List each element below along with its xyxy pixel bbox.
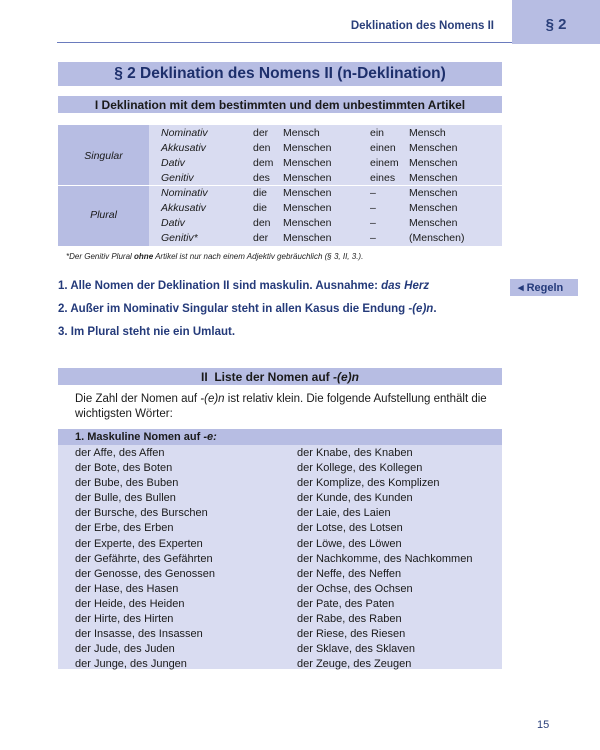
case-name: Nominativ	[161, 127, 208, 139]
table-row	[149, 201, 502, 216]
plural-label: Plural	[90, 209, 117, 221]
indefinite-article: ein	[370, 127, 385, 139]
intro-emphasis: -(e)n	[200, 393, 225, 405]
list-item: der Löwe, des Löwen	[297, 537, 402, 550]
footnote	[66, 252, 363, 261]
noun-form: Menschen	[283, 172, 332, 184]
definite-article: der	[253, 127, 269, 139]
indefinite-article: –	[370, 232, 376, 244]
page-number: 15	[537, 719, 550, 731]
noun-form: Menschen	[409, 217, 458, 229]
case-name: Nominativ	[161, 187, 208, 199]
case-name: Genitiv*	[161, 232, 198, 244]
definite-article: dem	[253, 157, 274, 169]
indefinite-article: –	[370, 202, 376, 214]
rule-emphasis: -(e)n	[408, 303, 434, 315]
list-item: der Knabe, des Knaben	[297, 447, 413, 459]
list-item: der Laie, des Laien	[297, 507, 391, 520]
footnote-text: Artikel ist nur nach einem Adjektiv gebräuchlich (§ 3, II, 3.).	[153, 252, 364, 261]
rule-1	[58, 280, 429, 292]
noun-form: Mensch	[283, 127, 320, 139]
noun-form: (Menschen)	[409, 232, 465, 244]
list-item: der Pate, des Paten	[297, 597, 395, 610]
footnote-text: *Der Genitiv Plural	[66, 252, 135, 261]
intro-text: ist relativ klein. Die folgende Aufstellung enthält die wichtigsten Wörter:	[75, 393, 487, 420]
section-1-heading: I Deklination mit dem bestimmten und dem unbestimmten Artikel	[58, 96, 502, 113]
indefinite-article: eines	[370, 172, 396, 184]
list-item: der Jude, des Juden	[75, 643, 175, 656]
table-row	[149, 156, 502, 171]
intro-text: Die Zahl der Nomen auf	[75, 393, 201, 405]
noun-form: Menschen	[283, 187, 332, 199]
noun-list-heading	[58, 429, 502, 445]
list-item: der Kollege, des Kollegen	[297, 462, 423, 475]
noun-form: Menschen	[283, 217, 332, 229]
table-row	[149, 216, 502, 231]
case-name: Genitiv	[161, 172, 194, 184]
list-item: der Heide, des Heiden	[75, 597, 185, 610]
rule-emphasis: das Herz	[381, 280, 430, 292]
indefinite-article: –	[370, 187, 376, 199]
definite-article: die	[253, 187, 268, 199]
list-item: der Kunde, des Kunden	[297, 492, 413, 505]
case-name: Dativ	[161, 157, 185, 169]
section-2-heading	[58, 368, 502, 385]
definite-article: den	[253, 142, 271, 154]
table-row	[149, 171, 502, 186]
section-2-heading-emphasis: -(e)n	[333, 369, 360, 384]
list-item: der Riese, des Riesen	[297, 628, 406, 641]
footnote-emphasis: ohne	[134, 252, 154, 261]
list-item: der Neffe, des Neffen	[297, 567, 402, 580]
table-row	[149, 126, 502, 141]
rule-text: 3. Im Plural steht nie ein Umlaut.	[58, 326, 236, 338]
list-item: der Bulle, des Bullen	[75, 492, 176, 505]
table-row	[149, 186, 502, 201]
section-tab: § 2	[512, 0, 600, 44]
list-item: der Hirte, des Hirten	[75, 613, 174, 626]
list-item: der Insasse, des Insassen	[75, 628, 203, 641]
intro-paragraph	[75, 392, 500, 422]
case-name: Akkusativ	[161, 202, 206, 214]
page-title: § 2 Deklination des Nomens II (n-Deklination)	[58, 62, 502, 86]
rule-2	[58, 303, 437, 315]
regeln-link[interactable]: ◂ Regeln	[510, 279, 578, 296]
noun-list-left-column	[75, 446, 215, 672]
rule-text: 1. Alle Nomen der Deklination II sind maskulin. Ausnahme:	[58, 280, 382, 292]
noun-form: Menschen	[409, 187, 458, 199]
noun-form: Menschen	[283, 232, 332, 244]
list-item: der Ochse, des Ochsen	[297, 582, 413, 595]
declension-table	[58, 125, 502, 246]
definite-article: der	[253, 232, 269, 244]
noun-form: Menschen	[409, 157, 458, 169]
indefinite-article: einen	[370, 142, 396, 154]
definite-article: den	[253, 217, 271, 229]
header-rule	[57, 42, 512, 43]
definite-article: die	[253, 202, 268, 214]
list-item: der Hase, des Hasen	[75, 582, 179, 595]
indefinite-article: –	[370, 217, 376, 229]
noun-list-right-column	[297, 446, 472, 672]
rule-3	[58, 326, 235, 338]
table-row	[149, 141, 502, 156]
list-item: der Bube, des Buben	[75, 477, 179, 490]
list-item: der Bursche, des Burschen	[75, 507, 208, 520]
number-separator	[58, 185, 149, 186]
noun-form: Menschen	[409, 142, 458, 154]
list-item: der Affe, des Affen	[75, 447, 165, 459]
list-item: der Komplize, des Komplizen	[297, 477, 440, 490]
noun-form: Menschen	[283, 142, 332, 154]
list-item: der Experte, des Experten	[75, 537, 203, 550]
case-name: Dativ	[161, 217, 185, 229]
list-item: der Erbe, des Erben	[75, 522, 174, 535]
list-item: der Zeuge, des Zeugen	[297, 658, 412, 671]
rule-text: 2. Außer im Nominativ Singular steht in allen Kasus die Endung	[58, 303, 409, 315]
case-name: Akkusativ	[161, 142, 206, 154]
singular-label: Singular	[84, 150, 123, 162]
noun-form: Menschen	[409, 202, 458, 214]
noun-form: Menschen	[283, 157, 332, 169]
list-item: der Junge, des Jungen	[75, 658, 187, 671]
list-item: der Gefährte, des Gefährten	[75, 552, 213, 565]
list-item: der Rabe, des Raben	[297, 613, 402, 626]
table-row	[149, 231, 502, 246]
list-heading-emphasis: -e:	[203, 431, 217, 443]
running-header-title: Deklination des Nomens II	[350, 20, 494, 32]
list-heading-text: 1. Maskuline Nomen auf	[75, 431, 204, 443]
noun-form: Menschen	[283, 202, 332, 214]
list-item: der Nachkomme, des Nachkommen	[297, 552, 473, 565]
noun-form: Menschen	[409, 172, 458, 184]
list-item: der Bote, des Boten	[75, 462, 173, 475]
list-item: der Lotse, des Lotsen	[297, 522, 403, 535]
rule-tail: .	[433, 303, 437, 315]
indefinite-article: einem	[370, 157, 399, 169]
definite-article: des	[253, 172, 270, 184]
noun-form: Mensch	[409, 127, 446, 139]
list-item: der Sklave, des Sklaven	[297, 643, 416, 656]
noun-list	[58, 429, 502, 669]
section-2-heading-text: II Liste der Nomen auf	[200, 369, 334, 384]
list-item: der Genosse, des Genossen	[75, 567, 216, 580]
